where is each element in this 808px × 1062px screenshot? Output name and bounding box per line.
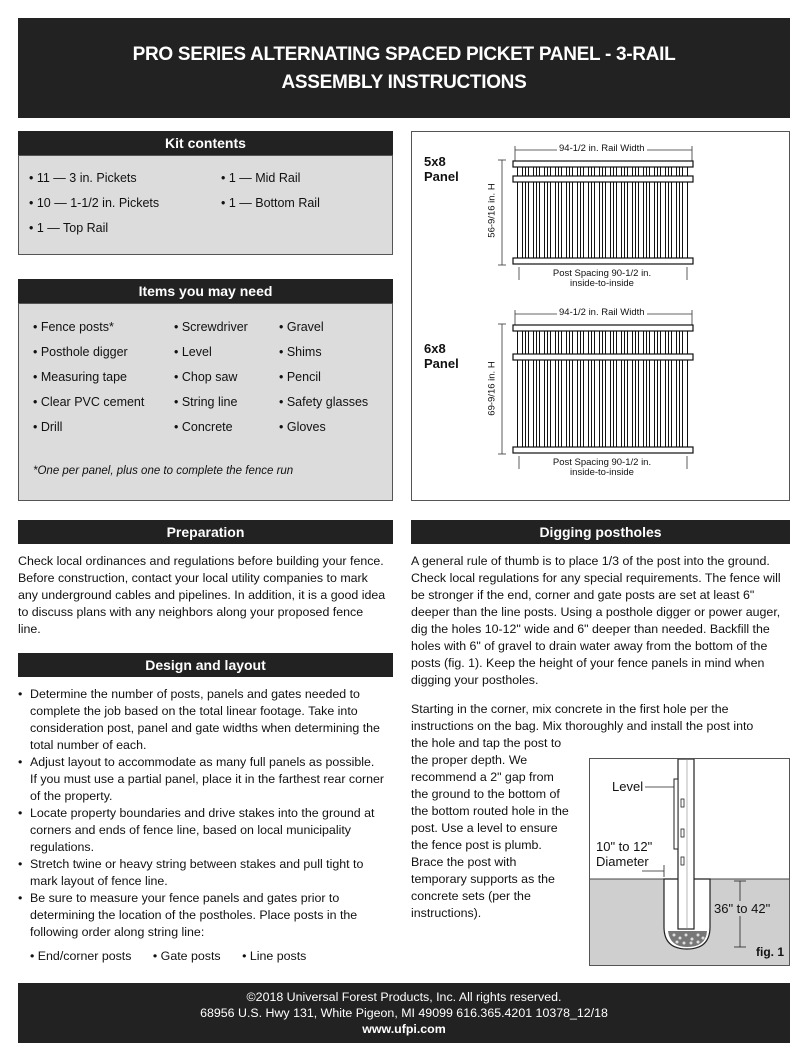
design-bullets xyxy=(18,686,384,941)
need-item: • Drill xyxy=(33,420,63,434)
need-item: • String line xyxy=(174,395,238,409)
kit-contents-box xyxy=(18,155,393,255)
kit-item: • 10 — 1-1/2 in. Pickets xyxy=(29,196,160,210)
need-item: • Pencil xyxy=(279,370,321,384)
post-spacing-label xyxy=(527,458,677,478)
need-item: • Screwdriver xyxy=(174,320,248,334)
panel-label-line: Panel xyxy=(424,356,459,371)
panel-6x8-drawing xyxy=(498,310,693,469)
design-heading: Design and layout xyxy=(18,653,393,677)
page-title: PRO SERIES ALTERNATING SPACED PICKET PANEL - 3-RAIL xyxy=(132,44,676,65)
kit-item: • 1 — Mid Rail xyxy=(221,171,301,185)
figure-caption: fig. 1 xyxy=(756,945,785,959)
panel-6x8-label xyxy=(424,341,459,371)
footnote: *One per panel, plus one to complete the fence run xyxy=(33,465,294,477)
copyright: ©2018 Universal Forest Products, Inc. All rights reserved. xyxy=(246,990,562,1004)
address: 68956 U.S. Hwy 131, White Pigeon, MI 49099 616.365.4201 10378_12/18 xyxy=(200,1006,608,1020)
preparation-text: Check local ordinances and regulations before building your fence. Before construction, contact your local utility companies to mark any underground cables and pipelines. In addition, it is a good idea to discuss plans with any neighbors along your proposed fence line. xyxy=(18,554,386,636)
post-spacing-line: inside-to-inside xyxy=(570,278,634,289)
rail-width-label: 94-1/2 in. Rail Width xyxy=(559,307,645,318)
need-item: • Gloves xyxy=(279,420,326,434)
items-needed-heading: Items you may need xyxy=(18,279,393,303)
need-item: • Clear PVC cement xyxy=(33,395,145,409)
need-item: • Posthole digger xyxy=(33,345,128,359)
need-item: • Measuring tape xyxy=(33,370,128,384)
panel-label-line: Panel xyxy=(424,169,459,184)
kit-contents-heading: Kit contents xyxy=(18,131,393,155)
panel-5x8-drawing xyxy=(498,146,693,280)
kit-item: • 11 — 3 in. Pickets xyxy=(29,171,137,185)
need-item: • Gravel xyxy=(279,320,324,334)
post-spacing-line: Post Spacing 90-1/2 in. xyxy=(552,457,652,468)
diameter-line: 10" to 12" xyxy=(596,839,653,854)
panel-label-line: 6x8 xyxy=(424,341,446,356)
level-label: Level xyxy=(612,779,644,794)
kit-item: • 1 — Top Rail xyxy=(29,221,109,235)
kit-item: • 1 — Bottom Rail xyxy=(221,196,320,210)
digging-heading: Digging postholes xyxy=(411,520,790,544)
digging-para-2-cont: the hole and tap the post to the proper depth. We recommend a 2" gap from the ground to the bottom of the bottom routed hole in the post. Use a level to ensure the fence post is plumb. Brace the post with temporary supports as the concrete sets (per the instructions). xyxy=(411,736,569,920)
post-order-item: • Gate posts xyxy=(152,949,221,963)
need-item: • Concrete xyxy=(174,420,233,434)
post-spacing-line: inside-to-inside xyxy=(570,467,634,478)
panel-diagrams xyxy=(411,131,790,501)
digging-para-2: Starting in the corner, mix concrete in the first hole per the instructions on the bag. Mix thoroughly and install the post into xyxy=(411,702,754,733)
diameter-label xyxy=(596,839,652,869)
post-order-item: • End/corner posts xyxy=(30,949,132,963)
website: www.ufpi.com xyxy=(362,1022,446,1036)
design-bullet: • Adjust layout to accommodate as many full panels as possible. If you must use a partial panel, place it in the farthest rear corner of the property. xyxy=(18,754,384,805)
footer xyxy=(18,983,790,1043)
panel-5x8-label xyxy=(424,154,459,184)
page-subtitle: ASSEMBLY INSTRUCTIONS xyxy=(281,72,527,93)
preparation-heading: Preparation xyxy=(18,520,393,544)
figure-1 xyxy=(589,758,790,966)
need-item: • Chop saw xyxy=(174,370,238,384)
design-bullet: • Locate property boundaries and drive stakes into the ground at corners and ends of fence line, based on local municipality regulations. xyxy=(18,805,384,856)
design-bullet: • Be sure to measure your fence panels and gates prior to determining the location of the postholes. Place posts in the following order along string line: xyxy=(18,890,384,941)
design-bullet: • Stretch twine or heavy string between stakes and pull tight to mark layout of fence line. xyxy=(18,856,384,890)
panel-label-line: 5x8 xyxy=(424,154,446,169)
items-needed-box xyxy=(18,303,393,501)
height-label: 69-9/16 in. H xyxy=(487,349,498,429)
diameter-line: Diameter xyxy=(596,854,649,869)
digging-para-1: A general rule of thumb is to place 1/3 of the post into the ground. Check local regulations for any special requirements. The fence will be stronger if the end, corner and gate posts are set at least 6" deeper than the line posts. Using a posthole digger or power auger, dig the holes 10-12" wide and 6" deeper than needed. Backfill the holes with 6" of gravel to drain water away from the bottom of the posts (fig. 1). Keep the height of your fence panels in mind when digging your postholes. xyxy=(411,554,781,687)
need-item: • Level xyxy=(174,345,212,359)
need-item: • Safety glasses xyxy=(279,395,369,409)
title-banner xyxy=(18,18,790,118)
post-order-item: • Line posts xyxy=(242,949,307,963)
rail-width-label: 94-1/2 in. Rail Width xyxy=(559,143,645,154)
need-item: • Fence posts* xyxy=(33,320,114,334)
post-spacing-line: Post Spacing 90-1/2 in. xyxy=(552,268,652,279)
post-spacing-label xyxy=(527,269,677,289)
depth-label: 36" to 42" xyxy=(714,901,771,916)
design-bullet: • Determine the number of posts, panels and gates needed to complete the job based on the total linear footage. Take into consideration post, panel and gate widths when determining the total number of each. xyxy=(18,686,384,754)
post-order-list xyxy=(30,948,306,965)
height-label: 56-9/16 in. H xyxy=(487,171,498,251)
need-item: • Shims xyxy=(279,345,322,359)
